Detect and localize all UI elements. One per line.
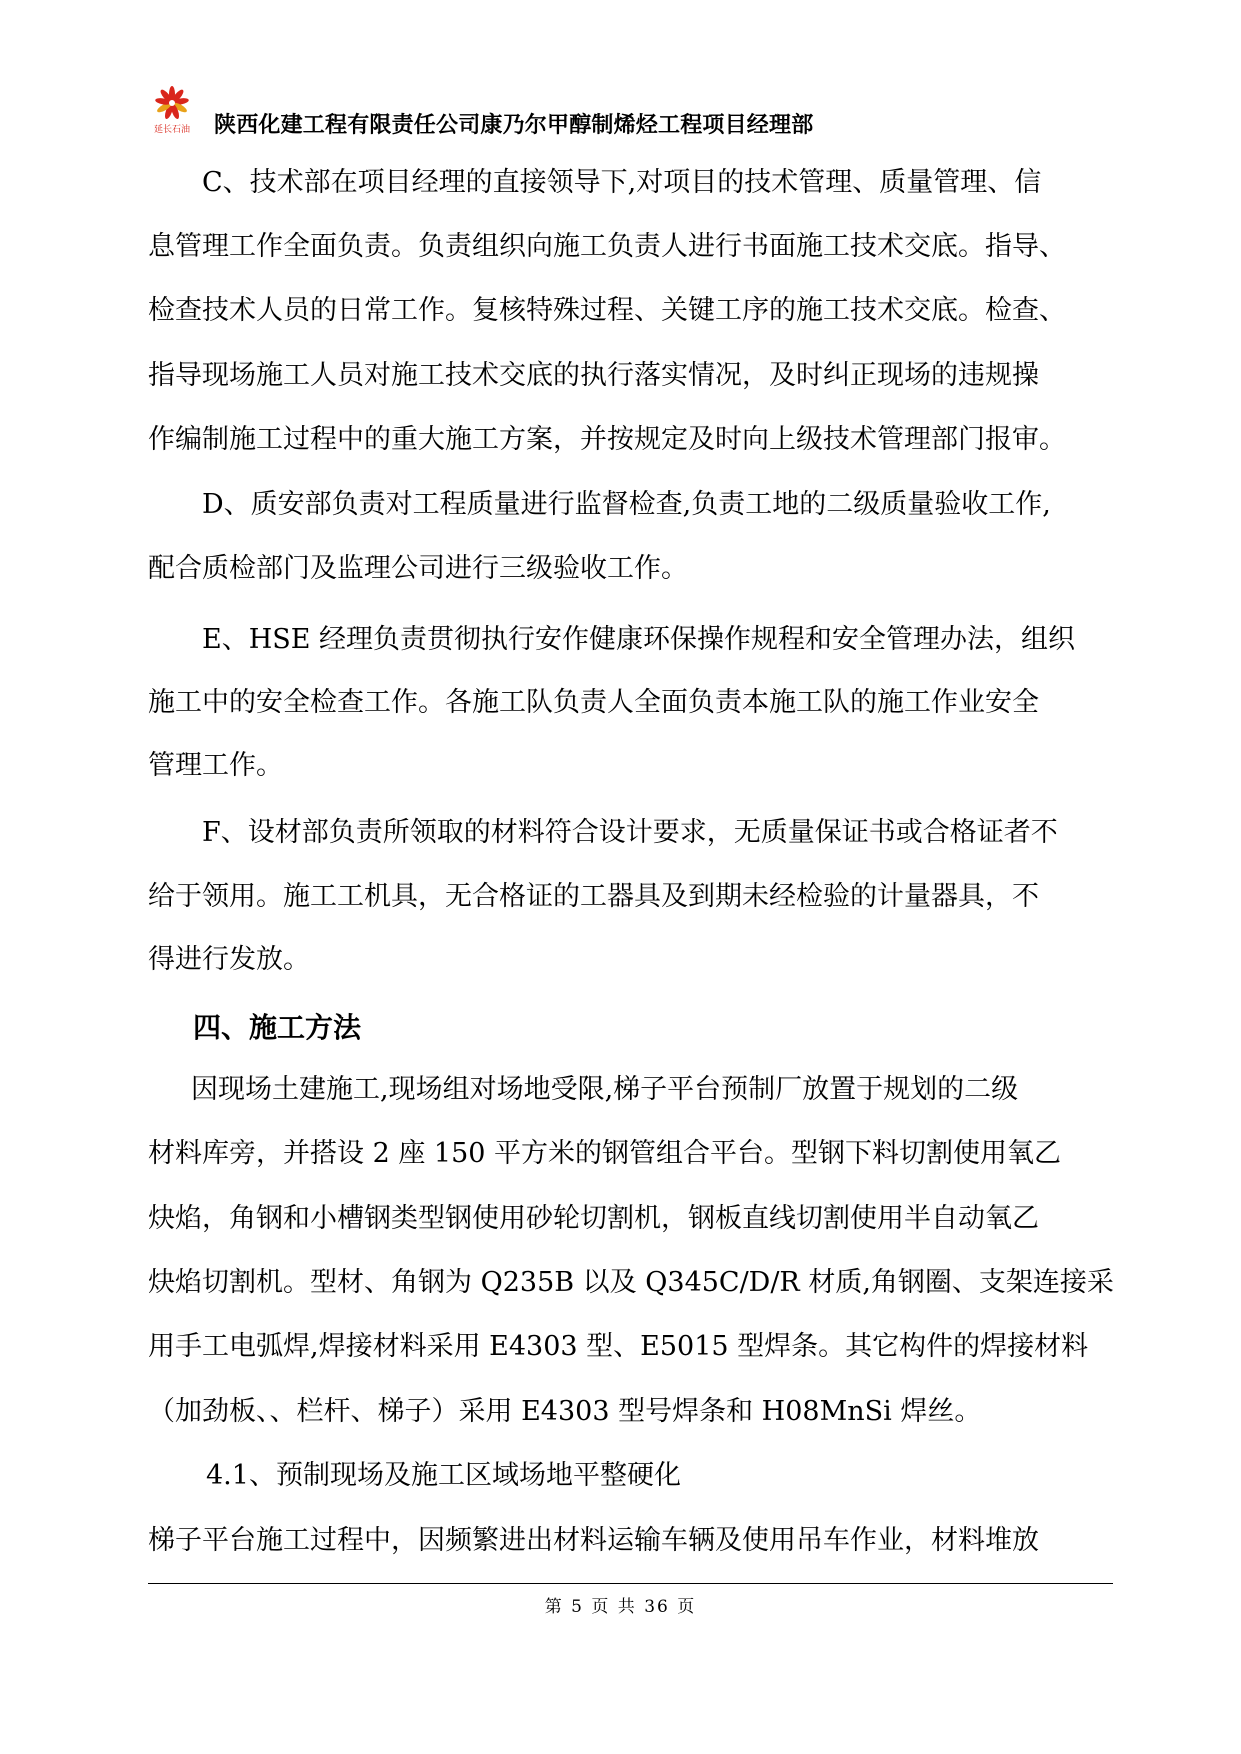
method-line-1: 因现场土建施工,现场组对场地受限,梯子平台预制厂放置于规划的二级 (191, 1074, 1019, 1105)
subsection-4-1-heading: 4.1、预制现场及施工区域场地平整硬化 (206, 1460, 681, 1491)
paragraph-e-line-1: E、HSE 经理负责贯彻执行安作健康环保操作规程和安全管理办法，组织 (202, 624, 1076, 655)
method-line-6: （加劲板、、栏杆、梯子）采用 E4303 型号焊条和 H08MnSi 焊丝。 (148, 1396, 982, 1427)
paragraph-f-line-3: 得进行发放。 (148, 944, 310, 975)
section-four-heading: 四、施工方法 (193, 1011, 362, 1044)
paragraph-e-line-3: 管理工作。 (148, 750, 283, 781)
page-header (148, 86, 1108, 138)
paragraph-e-line-2: 施工中的安全检查工作。各施工队负责人全面负责本施工队的施工作业安全 (148, 687, 1039, 718)
paragraph-c-line-4: 指导现场施工人员对施工技术交底的执行落实情况，及时纠正现场的违规操 (148, 360, 1039, 391)
paragraph-d-line-1: D、质安部负责对工程质量进行监督检查,负责工地的二级质量验收工作, (202, 489, 1051, 520)
footer-divider (148, 1583, 1113, 1584)
company-logo (148, 86, 196, 136)
paragraph-c-line-2: 息管理工作全面负责。负责组织向施工负责人进行书面施工技术交底。指导、 (148, 231, 1066, 262)
paragraph-f-line-1: F、设材部负责所领取的材料符合设计要求，无质量保证书或合格证者不 (202, 817, 1058, 848)
company-title: 陕西化建工程有限责任公司康乃尔甲醇制烯烃工程项目经理部 (214, 113, 814, 138)
method-line-2: 材料库旁，并搭设 2 座 150 平方米的钢管组合平台。型钢下料切割使用氧乙 (148, 1138, 1062, 1169)
page-number: 第 5 页 共 36 页 (544, 1597, 697, 1617)
method-line-3: 炔焰，角钢和小槽钢类型钢使用砂轮切割机，钢板直线切割使用半自动氧乙 (148, 1203, 1039, 1234)
method-line-4: 炔焰切割机。型材、角钢为 Q235B 以及 Q345C/D/R 材质,角钢圈、支架连接采 (148, 1267, 1114, 1298)
paragraph-c-line-5: 作编制施工过程中的重大施工方案，并按规定及时向上级技术管理部门报审。 (148, 424, 1066, 455)
paragraph-last-line: 梯子平台施工过程中，因频繁进出材料运输车辆及使用吊车作业，材料堆放 (148, 1525, 1039, 1556)
logo-text: 延长石油 (153, 125, 191, 135)
paragraph-c-line-3: 检查技术人员的日常工作。复核特殊过程、关键工序的施工技术交底。检查、 (148, 295, 1066, 326)
paragraph-d-line-2: 配合质检部门及监理公司进行三级验收工作。 (148, 553, 688, 584)
paragraph-c-line-1: C、技术部在项目经理的直接领导下,对项目的技术管理、质量管理、信 (202, 167, 1042, 198)
method-line-5: 用手工电弧焊,焊接材料采用 E4303 型、E5015 型焊条。其它构件的焊接材料 (148, 1331, 1089, 1362)
paragraph-f-line-2: 给于领用。施工工机具，无合格证的工器具及到期未经检验的计量器具，不 (148, 881, 1039, 912)
